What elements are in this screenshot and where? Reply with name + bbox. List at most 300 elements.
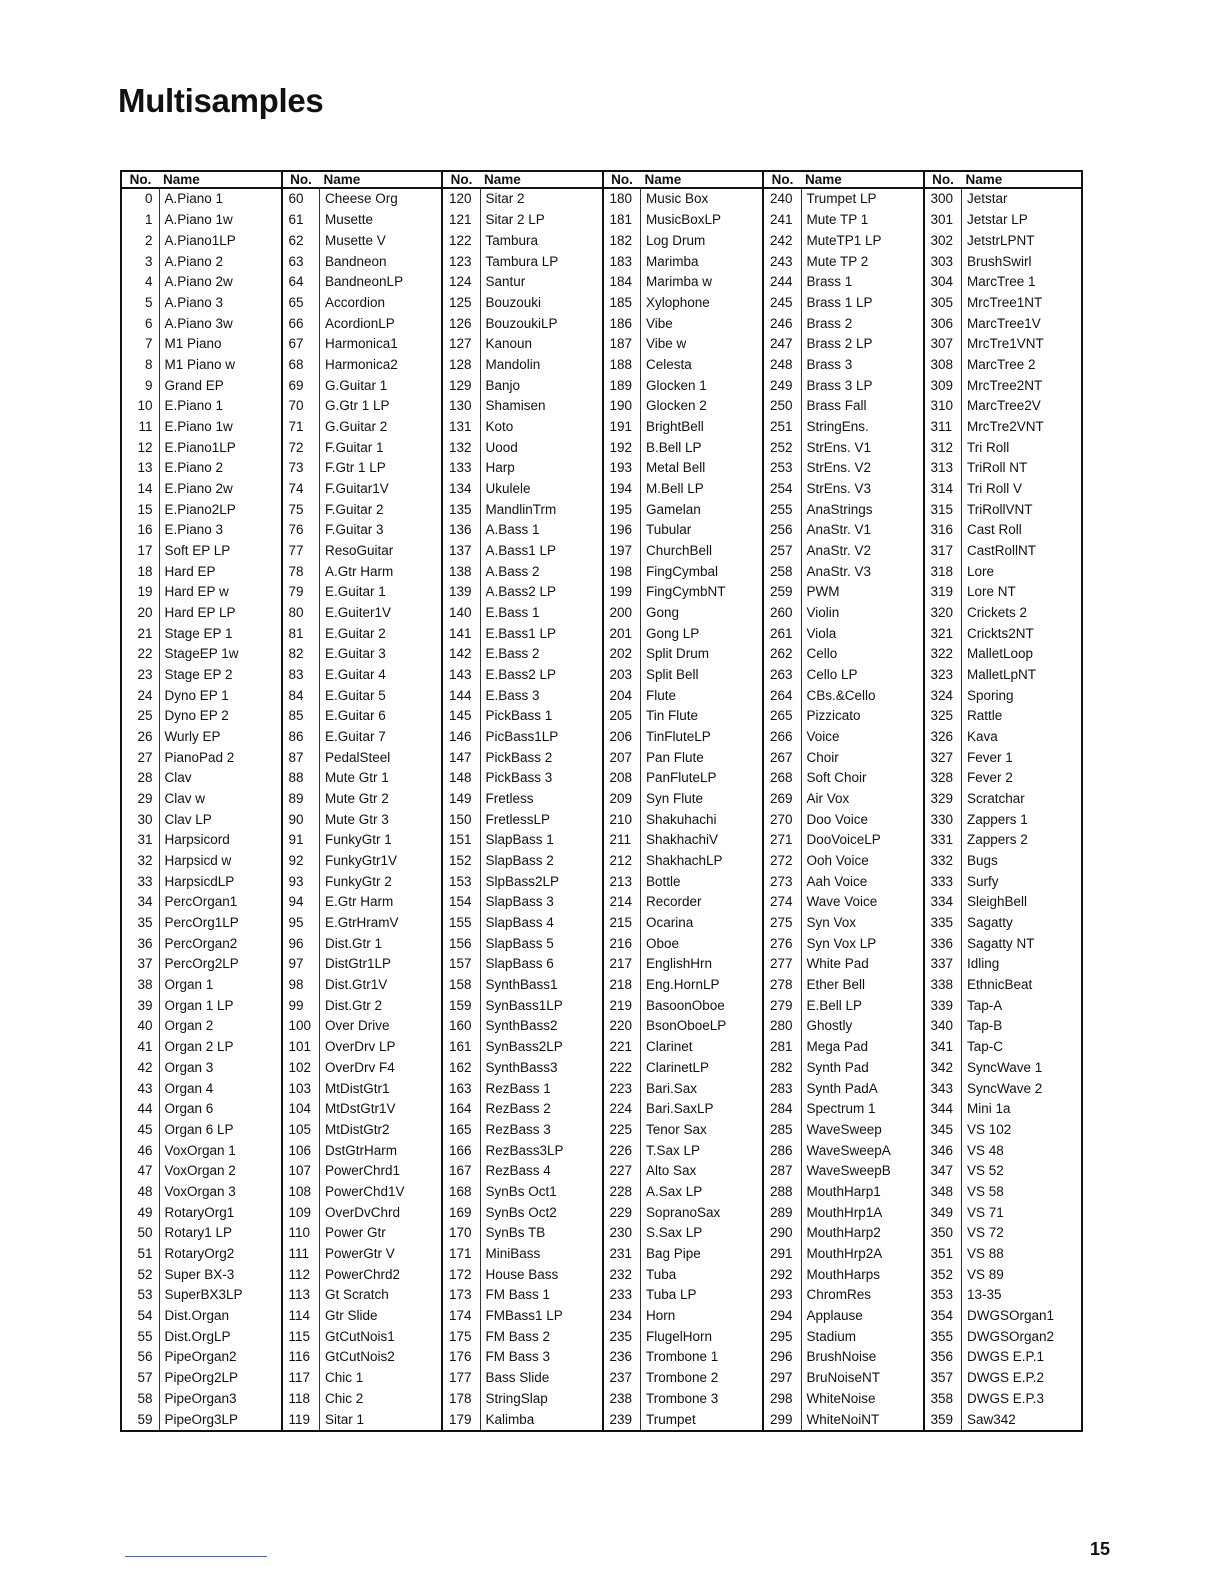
table-row bbox=[603, 1078, 763, 1099]
table-row bbox=[603, 1181, 763, 1202]
multisample-name: MusicBoxLP bbox=[646, 212, 722, 228]
multisample-name: Harmonica2 bbox=[325, 356, 398, 372]
multisample-number: 225 bbox=[603, 1119, 641, 1140]
table-row bbox=[282, 1388, 442, 1409]
multisample-name: A.Bass2 LP bbox=[485, 584, 557, 600]
multisample-number: 179 bbox=[442, 1409, 480, 1431]
multisample-name: Zappers 2 bbox=[967, 832, 1028, 848]
table-row bbox=[121, 1388, 281, 1409]
multisample-name: Cello LP bbox=[806, 667, 858, 683]
multisample-number: 260 bbox=[763, 602, 801, 623]
multisample-number: 72 bbox=[282, 437, 320, 458]
table-row bbox=[442, 1305, 602, 1326]
multisample-number: 348 bbox=[924, 1181, 962, 1202]
multisample-name: MtDistGtr2 bbox=[325, 1121, 390, 1137]
table-row bbox=[763, 520, 923, 541]
multisample-name: A.Bass 1 bbox=[485, 522, 540, 538]
table-row bbox=[603, 1285, 763, 1306]
multisample-name: AnaStrings bbox=[806, 501, 873, 517]
multisample-number: 76 bbox=[282, 520, 320, 541]
table-row bbox=[121, 230, 281, 251]
multisample-name: F.Guitar 1 bbox=[325, 439, 384, 455]
multisample-name: Trumpet LP bbox=[806, 191, 877, 207]
table-row bbox=[924, 933, 1083, 954]
multisample-number: 111 bbox=[282, 1243, 320, 1264]
multisample-number: 102 bbox=[282, 1057, 320, 1078]
multisample-number: 13 bbox=[121, 458, 159, 479]
multisample-name: MtDistGtr1 bbox=[325, 1080, 390, 1096]
multisample-number: 145 bbox=[442, 706, 480, 727]
multisample-name: E.Gtr Harm bbox=[325, 894, 394, 910]
table-row bbox=[442, 1243, 602, 1264]
multisample-number: 159 bbox=[442, 995, 480, 1016]
multisample-name: Tenor Sax bbox=[646, 1121, 707, 1137]
multisample-name: WaveSweepB bbox=[806, 1163, 891, 1179]
multisample-number: 90 bbox=[282, 809, 320, 830]
table-row bbox=[603, 1099, 763, 1120]
multisample-name: PanFluteLP bbox=[646, 770, 717, 786]
multisample-name: GtCutNois2 bbox=[325, 1349, 395, 1365]
multisample-number: 31 bbox=[121, 830, 159, 851]
multisample-name: Fretless bbox=[485, 791, 534, 807]
multisample-number: 127 bbox=[442, 334, 480, 355]
multisample-number: 222 bbox=[603, 1057, 641, 1078]
multisample-name: 13-35 bbox=[967, 1287, 1002, 1303]
multisample-number: 52 bbox=[121, 1264, 159, 1285]
multisample-number: 278 bbox=[763, 975, 801, 996]
table-row bbox=[763, 188, 923, 210]
multisample-name: MouthHrp2A bbox=[806, 1245, 883, 1261]
multisample-name: Organ 1 LP bbox=[164, 997, 234, 1013]
multisample-number: 293 bbox=[763, 1285, 801, 1306]
multisample-number: 132 bbox=[442, 437, 480, 458]
multisample-name: EthnicBeat bbox=[967, 977, 1033, 993]
multisample-number: 167 bbox=[442, 1161, 480, 1182]
multisample-number: 285 bbox=[763, 1119, 801, 1140]
multisample-name: DWGS E.P.2 bbox=[967, 1369, 1045, 1385]
table-row bbox=[763, 1243, 923, 1264]
multisample-name: StrEns. V1 bbox=[806, 439, 872, 455]
table-row bbox=[763, 727, 923, 748]
multisample-number: 357 bbox=[924, 1367, 962, 1388]
multisample-number: 250 bbox=[763, 396, 801, 417]
column-header-name: Name bbox=[159, 171, 281, 188]
multisample-name: MarcTree1V bbox=[967, 315, 1041, 331]
multisample-number: 134 bbox=[442, 478, 480, 499]
multisample-number: 32 bbox=[121, 851, 159, 872]
multisample-number: 86 bbox=[282, 727, 320, 748]
table-row bbox=[282, 892, 442, 913]
multisample-number: 242 bbox=[763, 230, 801, 251]
multisample-name: E.Bell LP bbox=[806, 997, 863, 1013]
table-row bbox=[121, 1202, 281, 1223]
multisample-name: Tri Roll V bbox=[967, 481, 1023, 497]
multisample-number: 331 bbox=[924, 830, 962, 851]
table-row bbox=[924, 706, 1083, 727]
multisample-name: PicBass1LP bbox=[485, 729, 559, 745]
multisample-number: 75 bbox=[282, 499, 320, 520]
multisample-name: A.Piano 1 bbox=[164, 191, 224, 207]
table-row bbox=[442, 1078, 602, 1099]
multisample-number: 287 bbox=[763, 1161, 801, 1182]
multisample-name: F.Gtr 1 LP bbox=[325, 460, 386, 476]
multisample-number: 18 bbox=[121, 561, 159, 582]
table-row bbox=[442, 892, 602, 913]
multisample-number: 322 bbox=[924, 644, 962, 665]
multisample-name: DWGSOrgan1 bbox=[967, 1307, 1055, 1323]
multisample-number: 128 bbox=[442, 354, 480, 375]
multisample-name: VoxOrgan 2 bbox=[164, 1163, 236, 1179]
multisample-number: 296 bbox=[763, 1347, 801, 1368]
multisample-number: 73 bbox=[282, 458, 320, 479]
multisample-number: 12 bbox=[121, 437, 159, 458]
multisample-number: 189 bbox=[603, 375, 641, 396]
table-row bbox=[282, 458, 442, 479]
table-row bbox=[121, 313, 281, 334]
table-row bbox=[763, 871, 923, 892]
multisample-number: 48 bbox=[121, 1181, 159, 1202]
multisample-number: 311 bbox=[924, 416, 962, 437]
table-row bbox=[763, 789, 923, 810]
multisample-number: 164 bbox=[442, 1099, 480, 1120]
table-row bbox=[121, 334, 281, 355]
multisample-name: StageEP 1w bbox=[164, 646, 239, 662]
multisample-number: 281 bbox=[763, 1037, 801, 1058]
multisample-name: Mandolin bbox=[485, 356, 541, 372]
table-row bbox=[763, 230, 923, 251]
multisample-number: 15 bbox=[121, 499, 159, 520]
multisample-number: 101 bbox=[282, 1037, 320, 1058]
multisample-name: Saw342 bbox=[967, 1411, 1016, 1427]
column-header-no: No. bbox=[924, 171, 962, 188]
multisample-name: E.Bass2 LP bbox=[485, 667, 557, 683]
multisample-name: TriRollVNT bbox=[967, 501, 1033, 517]
multisample-number: 231 bbox=[603, 1243, 641, 1264]
multisample-name: SleighBell bbox=[967, 894, 1028, 910]
table-row bbox=[924, 437, 1083, 458]
multisample-number: 246 bbox=[763, 313, 801, 334]
table-row bbox=[924, 334, 1083, 355]
multisample-name: VoxOrgan 3 bbox=[164, 1183, 236, 1199]
multisample-name: Cheese Org bbox=[325, 191, 398, 207]
multisample-number: 243 bbox=[763, 251, 801, 272]
table-row bbox=[603, 1202, 763, 1223]
table-row bbox=[282, 272, 442, 293]
table-row bbox=[121, 582, 281, 603]
multisample-number: 182 bbox=[603, 230, 641, 251]
table-row bbox=[282, 975, 442, 996]
multisample-name: M.Bell LP bbox=[646, 481, 704, 497]
multisample-name: PercOrg1LP bbox=[164, 915, 239, 931]
multisample-number: 125 bbox=[442, 292, 480, 313]
multisample-number: 1 bbox=[121, 210, 159, 231]
multisample-name: PianoPad 2 bbox=[164, 749, 235, 765]
multisample-name: E.Guitar 2 bbox=[325, 625, 386, 641]
multisample-name: Ether Bell bbox=[806, 977, 866, 993]
multisample-number: 172 bbox=[442, 1264, 480, 1285]
table-row bbox=[282, 1099, 442, 1120]
multisample-number: 9 bbox=[121, 375, 159, 396]
table-row bbox=[763, 292, 923, 313]
multisample-name: Gtr Slide bbox=[325, 1307, 378, 1323]
multisample-name: PedalSteel bbox=[325, 749, 391, 765]
multisample-name: E.Guiter1V bbox=[325, 605, 392, 621]
multisample-name: TriRoll NT bbox=[967, 460, 1028, 476]
table-row bbox=[442, 871, 602, 892]
table-row bbox=[763, 458, 923, 479]
table-row bbox=[763, 1181, 923, 1202]
multisample-number: 36 bbox=[121, 933, 159, 954]
table-row bbox=[763, 954, 923, 975]
table-row bbox=[763, 768, 923, 789]
multisample-number: 183 bbox=[603, 251, 641, 272]
table-row bbox=[924, 830, 1083, 851]
multisample-name: ClarinetLP bbox=[646, 1059, 710, 1075]
multisample-number: 208 bbox=[603, 768, 641, 789]
multisample-number: 150 bbox=[442, 809, 480, 830]
table-row bbox=[282, 1347, 442, 1368]
table-row bbox=[121, 1347, 281, 1368]
multisample-number: 23 bbox=[121, 664, 159, 685]
table-row bbox=[121, 499, 281, 520]
multisample-number: 173 bbox=[442, 1285, 480, 1306]
multisample-number: 146 bbox=[442, 727, 480, 748]
multisample-number: 355 bbox=[924, 1326, 962, 1347]
table-row bbox=[121, 272, 281, 293]
multisample-name: G.Gtr 1 LP bbox=[325, 398, 390, 414]
multisample-number: 17 bbox=[121, 540, 159, 561]
multisample-number: 329 bbox=[924, 789, 962, 810]
table-row bbox=[763, 830, 923, 851]
multisample-name: MalletLpNT bbox=[967, 667, 1037, 683]
multisample-name: TinFluteLP bbox=[646, 729, 711, 745]
table-row bbox=[763, 664, 923, 685]
table-row bbox=[603, 602, 763, 623]
multisample-name: BrushNoise bbox=[806, 1349, 877, 1365]
table-row bbox=[121, 975, 281, 996]
multisample-name: Koto bbox=[485, 419, 514, 434]
multisample-number: 46 bbox=[121, 1140, 159, 1161]
multisample-number: 99 bbox=[282, 995, 320, 1016]
multisample-name: Ukulele bbox=[485, 481, 531, 497]
multisample-name: MrcTre1VNT bbox=[967, 336, 1044, 352]
multisample-number: 155 bbox=[442, 913, 480, 934]
multisample-number: 215 bbox=[603, 913, 641, 934]
multisample-name: AnaStr. V1 bbox=[806, 522, 872, 538]
multisample-name: Gong bbox=[646, 605, 680, 621]
multisample-number: 25 bbox=[121, 706, 159, 727]
table-row bbox=[282, 954, 442, 975]
multisample-number: 84 bbox=[282, 685, 320, 706]
multisample-name: Syn Flute bbox=[646, 791, 704, 807]
multisample-number: 89 bbox=[282, 789, 320, 810]
multisample-name: Organ 6 LP bbox=[164, 1121, 234, 1137]
table-row bbox=[763, 1264, 923, 1285]
multisample-number: 174 bbox=[442, 1305, 480, 1326]
multisample-number: 42 bbox=[121, 1057, 159, 1078]
table-row bbox=[924, 664, 1083, 685]
multisample-number: 108 bbox=[282, 1181, 320, 1202]
multisample-number: 161 bbox=[442, 1037, 480, 1058]
multisample-number: 7 bbox=[121, 334, 159, 355]
multisample-number: 44 bbox=[121, 1099, 159, 1120]
multisample-number: 257 bbox=[763, 540, 801, 561]
multisample-name: Violin bbox=[806, 605, 840, 621]
table-row bbox=[121, 892, 281, 913]
multisample-name: VS 89 bbox=[967, 1266, 1004, 1282]
column-header-name: Name bbox=[962, 171, 1083, 188]
multisample-number: 239 bbox=[603, 1409, 641, 1431]
multisample-number: 43 bbox=[121, 1078, 159, 1099]
multisample-number: 66 bbox=[282, 313, 320, 334]
table-row bbox=[442, 1388, 602, 1409]
multisample-number: 2 bbox=[121, 230, 159, 251]
table-row bbox=[924, 375, 1083, 396]
multisample-name: Tambura LP bbox=[485, 253, 559, 269]
table-row bbox=[282, 768, 442, 789]
multisample-name: MiniBass bbox=[485, 1245, 541, 1261]
multisample-number: 24 bbox=[121, 685, 159, 706]
table-row bbox=[603, 272, 763, 293]
multisample-number: 123 bbox=[442, 251, 480, 272]
multisample-name: Clav bbox=[164, 770, 192, 786]
multisample-name: Tubular bbox=[646, 522, 692, 538]
multisample-name: Tin Flute bbox=[646, 708, 699, 724]
table-row bbox=[603, 1119, 763, 1140]
multisample-number: 170 bbox=[442, 1223, 480, 1244]
multisample-name: M1 Piano w bbox=[164, 356, 236, 372]
table-row bbox=[121, 768, 281, 789]
multisample-name: F.Guitar1V bbox=[325, 481, 389, 497]
multisample-number: 74 bbox=[282, 478, 320, 499]
table-row bbox=[282, 623, 442, 644]
table-row bbox=[763, 1078, 923, 1099]
table-row bbox=[603, 871, 763, 892]
multisample-number: 252 bbox=[763, 437, 801, 458]
table-header-row bbox=[763, 171, 923, 188]
table-row bbox=[442, 1326, 602, 1347]
multisample-name: E.Piano1LP bbox=[164, 439, 236, 455]
multisample-name: Ooh Voice bbox=[806, 853, 869, 869]
table-row bbox=[442, 913, 602, 934]
multisample-number: 277 bbox=[763, 954, 801, 975]
multisample-name: Organ 6 bbox=[164, 1101, 214, 1117]
multisample-number: 236 bbox=[603, 1347, 641, 1368]
multisample-name: Metal Bell bbox=[646, 460, 706, 476]
table-row bbox=[924, 1285, 1083, 1306]
multisample-name: RezBass 3 bbox=[485, 1121, 551, 1137]
multisample-name: Dist.Organ bbox=[164, 1307, 230, 1323]
multisample-number: 130 bbox=[442, 396, 480, 417]
multisample-number: 191 bbox=[603, 416, 641, 437]
multisample-number: 203 bbox=[603, 664, 641, 685]
column-header-no: No. bbox=[442, 171, 480, 188]
multisample-name: Sporing bbox=[967, 687, 1014, 703]
table-row bbox=[282, 520, 442, 541]
multisample-name: FMBass1 LP bbox=[485, 1307, 563, 1323]
table-row bbox=[282, 437, 442, 458]
multisample-name: Stadium bbox=[806, 1328, 857, 1344]
table-row bbox=[442, 396, 602, 417]
table-row bbox=[442, 954, 602, 975]
multisample-name: Celesta bbox=[646, 356, 692, 372]
multisample-name: FingCymbNT bbox=[646, 584, 726, 600]
multisample-number: 103 bbox=[282, 1078, 320, 1099]
multisample-number: 38 bbox=[121, 975, 159, 996]
table-row bbox=[603, 313, 763, 334]
multisample-number: 324 bbox=[924, 685, 962, 706]
table-row bbox=[924, 975, 1083, 996]
multisample-number: 206 bbox=[603, 727, 641, 748]
multisample-name: Vibe bbox=[646, 315, 673, 331]
multisample-name: Mute TP 1 bbox=[806, 212, 869, 228]
multisample-name: PipeOrg3LP bbox=[164, 1411, 239, 1427]
multisample-number: 276 bbox=[763, 933, 801, 954]
table-row bbox=[763, 933, 923, 954]
multisample-number: 110 bbox=[282, 1223, 320, 1244]
multisample-number: 194 bbox=[603, 478, 641, 499]
table-row bbox=[924, 1181, 1083, 1202]
multisample-number: 227 bbox=[603, 1161, 641, 1182]
multisample-number: 169 bbox=[442, 1202, 480, 1223]
multisample-number: 41 bbox=[121, 1037, 159, 1058]
multisample-name: MouthHrp1A bbox=[806, 1204, 883, 1220]
table-row bbox=[924, 623, 1083, 644]
multisample-name: VS 58 bbox=[967, 1183, 1004, 1199]
multisample-name: Harpsicord bbox=[164, 832, 230, 848]
multisample-name: Brass 2 bbox=[806, 315, 853, 331]
table-row bbox=[603, 706, 763, 727]
multisample-name: SynthBass2 bbox=[485, 1018, 558, 1034]
multisample-name: MalletLoop bbox=[967, 646, 1034, 662]
multisample-number: 3 bbox=[121, 251, 159, 272]
multisample-number: 109 bbox=[282, 1202, 320, 1223]
multisample-number: 152 bbox=[442, 851, 480, 872]
multisample-number: 325 bbox=[924, 706, 962, 727]
multisample-number: 14 bbox=[121, 478, 159, 499]
table-row bbox=[603, 954, 763, 975]
multisample-name: Rotary1 LP bbox=[164, 1225, 233, 1241]
table-row bbox=[442, 995, 602, 1016]
multisample-name: ResoGuitar bbox=[325, 543, 394, 559]
table-row bbox=[603, 685, 763, 706]
multisample-name: Fever 2 bbox=[967, 770, 1013, 786]
table-row bbox=[442, 664, 602, 685]
multisample-name: FingCymbal bbox=[646, 563, 719, 579]
multisample-name: Viola bbox=[806, 625, 837, 641]
table-row bbox=[924, 1367, 1083, 1388]
multisample-name: Lore NT bbox=[967, 584, 1016, 600]
table-row bbox=[121, 1305, 281, 1326]
multisample-name: Clav LP bbox=[164, 811, 212, 827]
multisample-number: 232 bbox=[603, 1264, 641, 1285]
multisample-number: 171 bbox=[442, 1243, 480, 1264]
multisample-name: FretlessLP bbox=[485, 811, 551, 827]
table-row bbox=[763, 1057, 923, 1078]
multisample-name: VS 72 bbox=[967, 1225, 1004, 1241]
table-row bbox=[282, 1409, 442, 1431]
multisample-number: 317 bbox=[924, 540, 962, 561]
table-row bbox=[924, 892, 1083, 913]
table-row bbox=[924, 747, 1083, 768]
table-row bbox=[282, 188, 442, 210]
multisample-number: 64 bbox=[282, 272, 320, 293]
multisample-name: WaveSweep bbox=[806, 1121, 882, 1137]
table-row bbox=[763, 1202, 923, 1223]
multisample-name: WhiteNoiNT bbox=[806, 1411, 880, 1427]
table-row bbox=[121, 1140, 281, 1161]
table-row bbox=[282, 830, 442, 851]
